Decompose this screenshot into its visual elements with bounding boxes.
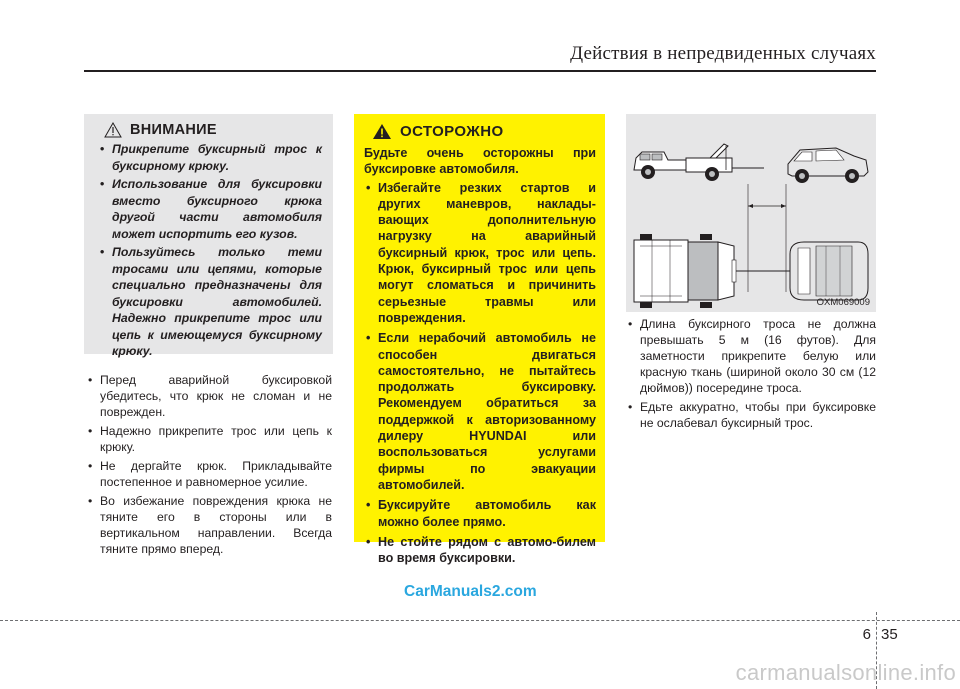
left-instructions-list: [86, 372, 332, 560]
caution-box: [84, 114, 333, 358]
caution-title: ВНИМАНИЕ: [130, 122, 217, 138]
towing-figure: [626, 114, 876, 312]
caution-item: • Прикрепите буксирный трос к буксирному крюку.: [98, 141, 322, 174]
header-rule: [84, 70, 876, 72]
warning-list: [364, 180, 596, 567]
warning-item: • Буксируйте автомобиль как можно более прямо.: [364, 497, 596, 530]
warning-triangle-icon: [372, 123, 392, 140]
list-item: • Перед аварийной буксировкой убедитесь, что крюк не сломан и не поврежден.: [86, 372, 332, 420]
watermark-link[interactable]: CarManuals2.com: [404, 583, 537, 600]
suv-side-icon: [788, 148, 868, 183]
warning-item: • Избегайте резких стартов и других маневров, наклады-вающих дополнительную нагрузку на аварийный буксирный крюк, трос или цепь. Крюк, буксирный трос или цепь могут сломаться и причинить серьезные травмы или повреждения.: [364, 180, 596, 327]
page-header-title: Действия в непредвиденных случаях: [570, 43, 876, 64]
page-number: 35: [881, 626, 898, 643]
list-item: • Надежно прикрепите трос или цепь к крюку.: [86, 423, 332, 455]
footer-dashed-rule: [0, 620, 960, 621]
caution-list: [98, 141, 322, 360]
warning-box: [354, 114, 605, 566]
warning-header: [372, 123, 596, 140]
list-item: • Длина буксирного троса не должна превышать 5 м (16 футов). Для заметности прикрепите белую или красную ткань (шириной около 30 см (12 дюймов)) посередине троса.: [626, 316, 876, 396]
towing-illustration: [626, 114, 876, 312]
distance-indicator: [748, 184, 786, 292]
list-item: • Во избежание повреждения крюка не тяните его в стороны или в вертикальном направлении. Всегда тяните прямо вперед.: [86, 493, 332, 557]
caution-item: • Использование для буксировки вместо буксирного крюка другой части автомобиля может испортить его кузов.: [98, 176, 322, 242]
warning-item: • Не стойте рядом с автомо-билем во время буксировки.: [364, 534, 596, 567]
right-instructions-list: [626, 316, 876, 434]
list-item: • Едьте аккуратно, чтобы при буксировке не ослабевал буксирный трос.: [626, 399, 876, 431]
chapter-number: 6: [862, 626, 871, 643]
warning-item: • Если нерабочий автомобиль не способен двигаться самостоятельно, не пытайтесь продолжать буксировку. Рекомендуем обратиться за поддержкой к авторизованному дилеру HYUNDAI или воспользоваться услугами фирмы по эвакуации автомобилей.: [364, 330, 596, 493]
caution-item: • Пользуйтесь только теми тросами или цепями, которые специально предназначены для буксировки автомобилей. Надежно прикрепите трос или цепь к имеющемуся буксирному крюку.: [98, 244, 322, 360]
warning-intro: Будьте очень осторожны при буксировке автомобиля.: [364, 146, 596, 177]
caution-triangle-icon: [104, 122, 122, 138]
list-item: • Не дергайте крюк. Прикладывайте постепенное и равномерное усилие.: [86, 458, 332, 490]
caution-header: [104, 122, 322, 138]
figure-code: OXM069009: [816, 297, 870, 308]
tow-truck-side-icon: [634, 144, 764, 181]
warning-title: ОСТОРОЖНО: [400, 123, 504, 140]
pickup-top-icon: [634, 234, 766, 308]
suv-top-icon: [766, 242, 868, 300]
footer-watermark: carmanualsonline.info: [735, 660, 956, 685]
